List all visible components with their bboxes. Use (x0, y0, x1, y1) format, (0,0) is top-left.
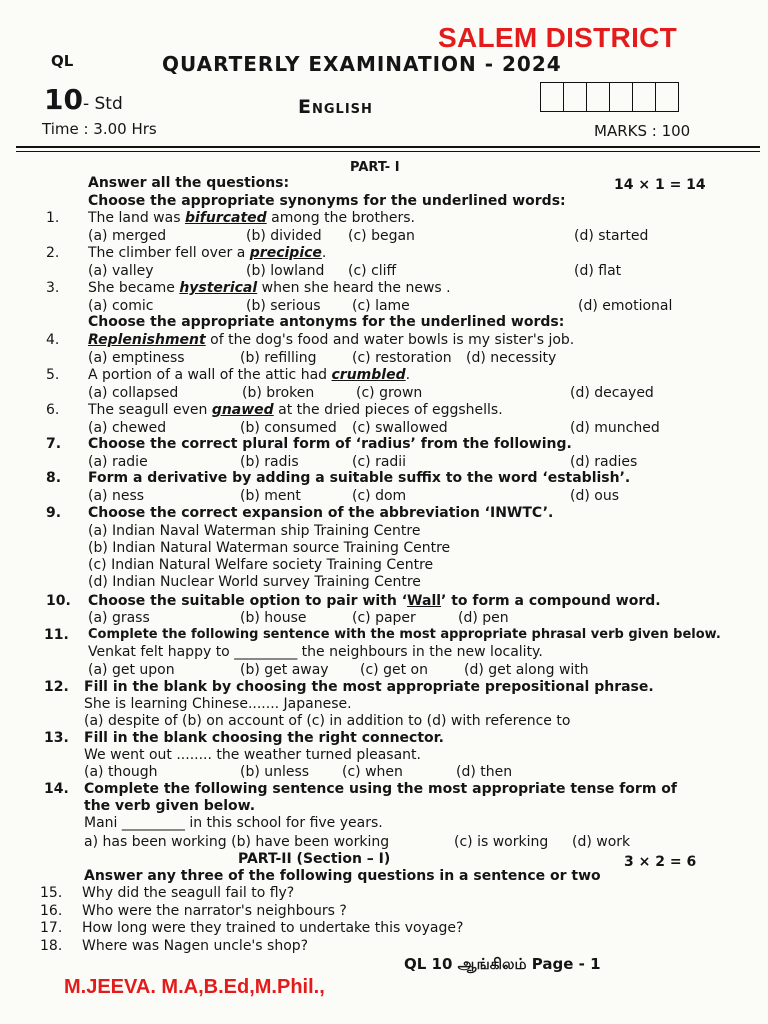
answer-option: (d) pen (458, 610, 509, 626)
question-text: Choose the suitable option to pair with ‘Wall’ to form a compound word. (88, 593, 661, 609)
answer-option: (c) began (348, 228, 415, 244)
register-box (633, 83, 656, 111)
answer-option: (a) though (84, 764, 158, 780)
answer-option: (b) lowland (246, 263, 325, 279)
answer-option: (c) swallowed (352, 420, 448, 436)
answer-option: (a) get upon (88, 662, 175, 678)
question-number: 3. (46, 280, 60, 296)
question-sentence: Venkat felt happy to _________ the neighbours in the new locality. (88, 644, 543, 660)
answer-option: (c) paper (352, 610, 416, 626)
question-number: 16. (40, 902, 63, 919)
part-2-score: 3 × 2 = 6 (624, 854, 697, 870)
author-name: M.JEEVA. M.A,B.Ed,M.Phil., (64, 976, 325, 998)
underlined-word: precipice (249, 245, 322, 261)
question-text: A portion of a wall of the attic had crumbled. (88, 367, 411, 383)
standard-label: - Std (82, 94, 123, 114)
question-text-continued: the verb given below. (84, 798, 256, 814)
register-box (564, 83, 587, 111)
question-text: How long were they trained to undertake this voyage? (82, 920, 464, 936)
exam-title: QUARTERLY EXAMINATION - 2024 (162, 52, 562, 76)
question-number: 14. (44, 781, 69, 797)
answer-option: (c) radii (352, 454, 407, 470)
answer-option: (b) ment (240, 488, 301, 504)
question-number: 2. (46, 245, 60, 261)
question-number: 15. (40, 885, 63, 901)
register-box (587, 83, 610, 111)
answer-option: (b) house (240, 610, 307, 626)
answer-option: (a) ness (88, 488, 145, 504)
question-text: Choose the correct plural form of ‘radius’ from the following. (88, 436, 572, 452)
answer-option: (b) radis (240, 454, 299, 470)
answer-option: (c) restoration (352, 350, 452, 366)
page-code: QL 10 ஆங்கிலம் Page - 1 (404, 955, 601, 973)
answer-option: (b) get away (240, 662, 329, 678)
standard (44, 83, 123, 116)
paper-code: QL (51, 52, 74, 70)
question-text: Choose the correct expansion of the abbreviation ‘INWTC’. (88, 505, 554, 521)
answer-option: (c) grown (356, 385, 423, 401)
answer-option: a) has been working (b) have been working (84, 834, 390, 850)
question-text: The land was bifurcated among the brothers. (88, 210, 415, 226)
question-text: Form a derivative by adding a suitable suffix to the word ‘establish’. (88, 470, 631, 486)
answer-option: (b) serious (246, 298, 321, 314)
answer-option: (d) decayed (570, 385, 654, 401)
register-number-boxes (540, 82, 679, 112)
part-1-title: PART- I (350, 160, 400, 175)
question-text: She became hysterical when she heard the news . (88, 280, 451, 296)
question-text: The seagull even gnawed at the dried pieces of eggshells. (88, 402, 503, 418)
answer-option: (c) lame (352, 298, 410, 314)
district-title: SALEM DISTRICT (438, 22, 678, 53)
underlined-word: hysterical (179, 280, 258, 296)
answer-option: (a) comic (88, 298, 154, 314)
underlined-word: bifurcated (184, 210, 267, 226)
standard-number: 10 (44, 83, 83, 116)
answer-option: (d) necessity (466, 350, 557, 366)
register-box (610, 83, 633, 111)
question-text: Complete the following sentence with the most appropriate phrasal verb given below. (88, 627, 721, 642)
question-number: 17. (40, 920, 63, 936)
answer-option: (d) work (572, 834, 631, 850)
question-text: Why did the seagull fail to fly? (82, 885, 295, 901)
answer-option: (d) flat (574, 263, 622, 279)
question-number: 10. (46, 593, 71, 609)
answer-option: (a) grass (88, 610, 150, 626)
underlined-word: Wall (407, 593, 442, 609)
register-box (656, 83, 678, 111)
question-number: 7. (46, 436, 62, 452)
answer-option: (c) get on (360, 662, 428, 678)
question-text: Replenishment of the dog's food and water bowls is my sister's job. (88, 332, 575, 348)
question-number: 18. (40, 937, 63, 954)
answer-option: (b) unless (240, 764, 310, 780)
header-divider (16, 146, 760, 148)
answer-option: (a) despite of (b) on account of (c) in addition to (d) with reference to (84, 713, 571, 729)
synonyms-heading: Choose the appropriate synonyms for the underlined words: (88, 193, 566, 209)
answer-option: (b) Indian Natural Waterman source Training Centre (88, 540, 451, 556)
question-text: Fill in the blank choosing the right connector. (84, 730, 444, 746)
question-sentence: We went out ........ the weather turned pleasant. (84, 747, 421, 763)
question-number: 12. (44, 679, 69, 695)
answer-option: (a) merged (88, 228, 167, 244)
part-2-instruction: Answer any three of the following questions in a sentence or two (84, 868, 601, 884)
answer-option: (d) Indian Nuclear World survey Training Centre (88, 574, 421, 590)
answer-option: (b) consumed (240, 420, 337, 436)
question-number: 4. (46, 332, 60, 348)
answer-option: (a) collapsed (88, 385, 179, 401)
answer-option: (a) Indian Naval Waterman ship Training Centre (88, 523, 421, 539)
question-number: 5. (46, 367, 60, 383)
antonyms-heading: Choose the appropriate antonyms for the underlined words: (88, 314, 565, 330)
question-text: Complete the following sentence using the most appropriate tense form of (84, 781, 678, 797)
underlined-word: Replenishment (88, 332, 206, 348)
question-text: The climber fell over a precipice. (88, 245, 327, 261)
subject-title: English (298, 96, 373, 118)
header-divider-thin (16, 151, 760, 152)
question-text: Where was Nagen uncle's shop? (82, 937, 309, 954)
answer-option: (d) get along with (464, 662, 589, 678)
question-number: 8. (46, 470, 62, 486)
answer-option: (c) when (342, 764, 403, 780)
total-marks: MARKS : 100 (594, 122, 691, 140)
part-1-instruction: Answer all the questions: (88, 175, 290, 191)
answer-option: (c) dom (352, 488, 407, 504)
answer-option: (c) is working (454, 834, 549, 850)
answer-option: (b) refilling (240, 350, 317, 366)
answer-option: (c) Indian Natural Welfare society Training Centre (88, 557, 434, 573)
question-number: 9. (46, 505, 62, 521)
question-number: 1. (46, 210, 60, 226)
answer-option: (c) cliff (348, 263, 397, 279)
underlined-word: crumbled (331, 367, 406, 383)
answer-option: (a) emptiness (88, 350, 185, 366)
time-allowed: Time : 3.00 Hrs (42, 120, 157, 138)
question-number: 11. (44, 627, 69, 643)
question-sentence: Mani _________ in this school for five years. (84, 815, 383, 831)
answer-option: (a) chewed (88, 420, 167, 436)
answer-option: (d) ous (570, 488, 619, 504)
answer-option: (a) radie (88, 454, 148, 470)
question-text: Who were the narrator's neighbours ? (82, 902, 347, 919)
answer-option: (d) started (574, 228, 649, 244)
answer-option: (d) then (456, 764, 513, 780)
part-2-title: PART-II (Section – I) (238, 851, 391, 867)
answer-option: (d) radies (570, 454, 638, 470)
question-number: 6. (46, 402, 60, 418)
question-number: 13. (44, 730, 69, 746)
underlined-word: gnawed (211, 402, 274, 418)
answer-option: (d) emotional (578, 298, 673, 314)
question-sentence: She is learning Chinese....... Japanese. (84, 696, 352, 712)
register-box (541, 83, 564, 111)
answer-option: (b) broken (242, 385, 315, 401)
answer-option: (b) divided (246, 228, 322, 244)
answer-option: (a) valley (88, 263, 154, 279)
answer-option: (d) munched (570, 420, 660, 436)
part-1-score: 14 × 1 = 14 (614, 177, 706, 193)
question-text: Fill in the blank by choosing the most appropriate prepositional phrase. (84, 679, 654, 695)
